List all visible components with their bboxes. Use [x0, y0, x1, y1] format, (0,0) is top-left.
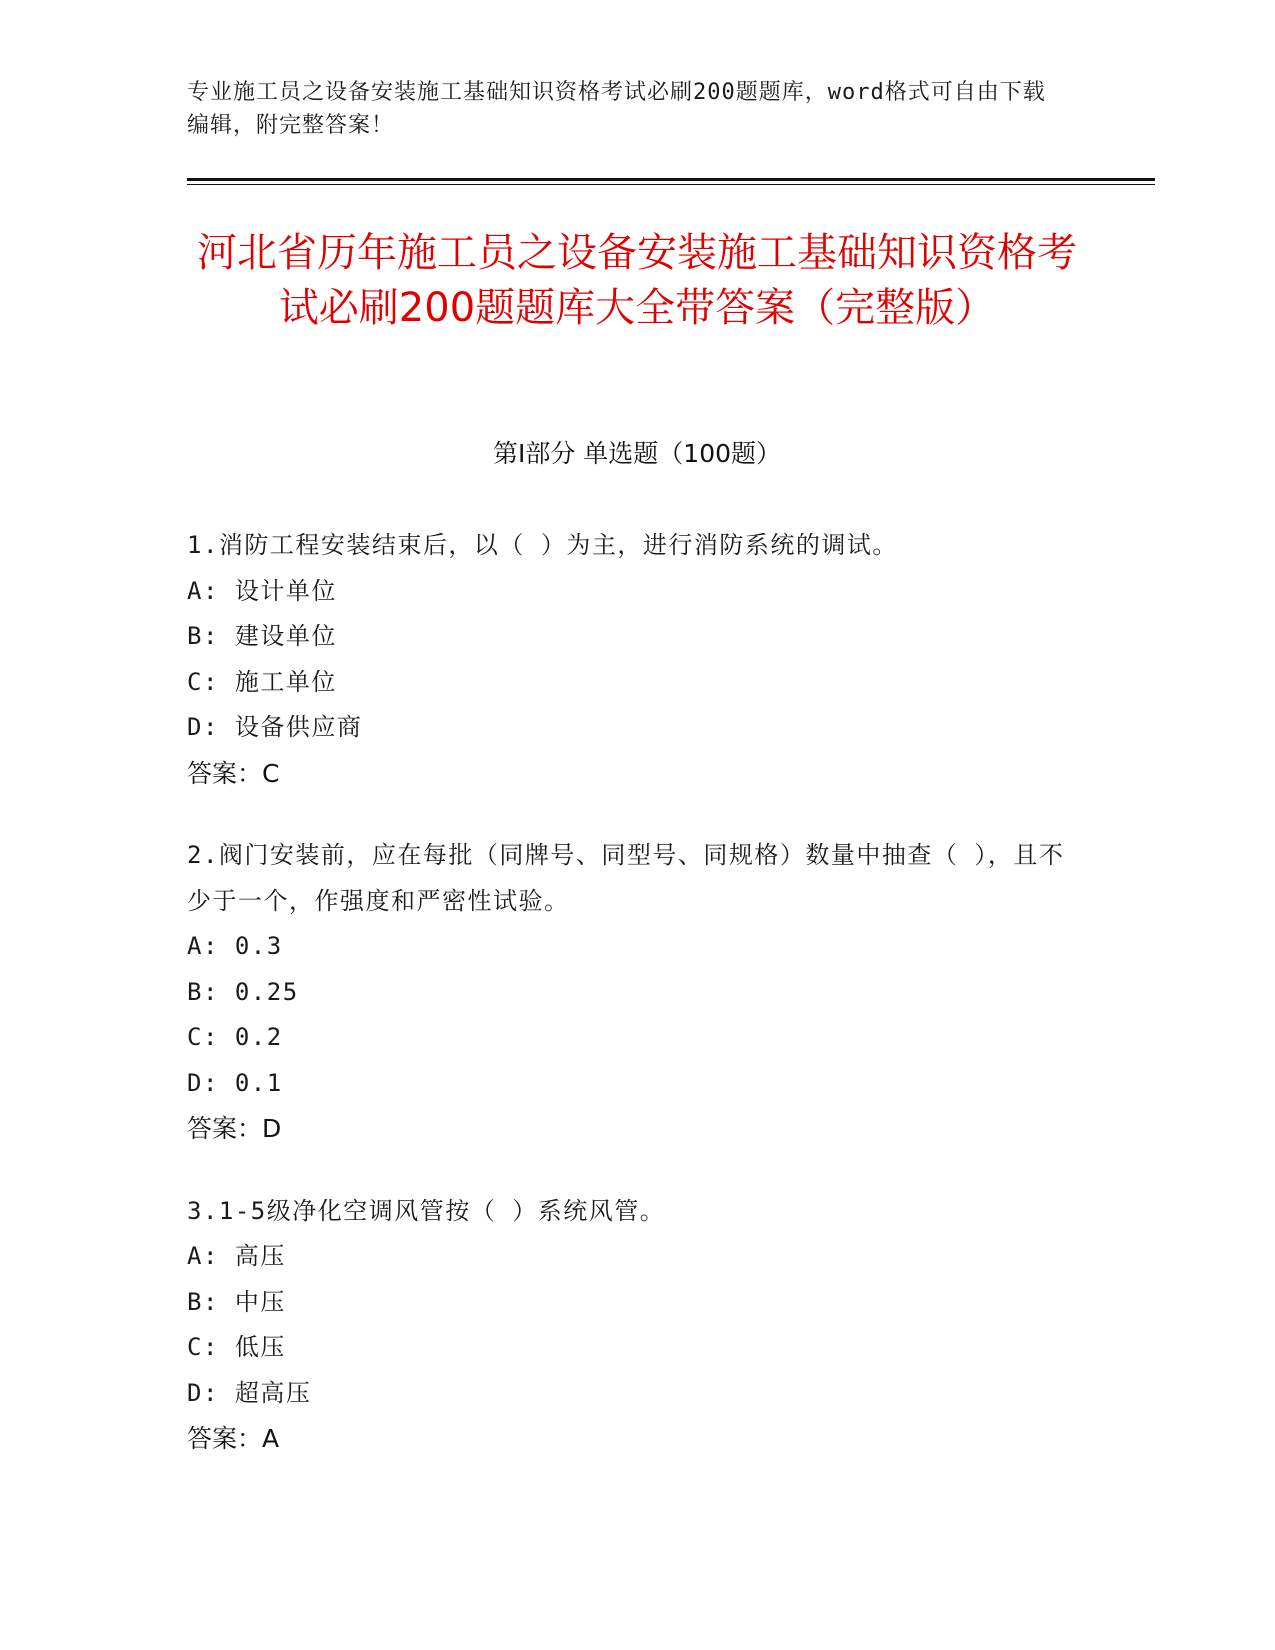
document-title: 河北省历年施工员之设备安装施工基础知识资格考试必刷200题题库大全带答案（完整版）	[197, 230, 1077, 331]
header-divider-thick	[187, 178, 1155, 181]
question-stem: 1.消防工程安装结束后，以（ ）为主，进行消防系统的调试。	[187, 531, 898, 559]
option-d: D: 设备供应商	[187, 713, 363, 741]
question-stem: 3.1-5级净化空调风管按（ ）系统风管。	[187, 1196, 666, 1225]
option-a: A: 设计单位	[187, 576, 337, 605]
section-heading: 第Ⅰ部分 单选题（100题）	[492, 439, 782, 468]
question-item	[187, 523, 1067, 796]
header-divider-thin	[187, 184, 1155, 185]
option-d: D: 超高压	[187, 1378, 312, 1407]
option-b: B: 0.25	[187, 977, 299, 1006]
question-item	[187, 833, 1067, 1152]
question-list	[187, 523, 1067, 1499]
option-c: C: 低压	[187, 1333, 286, 1361]
question-stem: 2.阀门安装前，应在每批（同牌号、同型号、同规格）数量中抽查（ ），且不少于一个，作强度和严密性试验。	[187, 841, 1065, 915]
question-item	[187, 1189, 1067, 1462]
option-a: A: 0.3	[187, 932, 283, 960]
option-c: C: 施工单位	[187, 667, 337, 696]
answer-line: 答案：D	[187, 1114, 282, 1143]
option-c: C: 0.2	[187, 1023, 283, 1051]
option-d: D: 0.1	[187, 1068, 283, 1097]
option-b: B: 建设单位	[187, 622, 337, 650]
answer-line: 答案：A	[187, 1424, 280, 1453]
answer-line: 答案：C	[187, 758, 280, 788]
option-b: B: 中压	[187, 1287, 286, 1316]
header-note: 专业施工员之设备安装施工基础知识资格考试必刷200题题库，word格式可自由下载编辑，附完整答案！	[187, 80, 1046, 138]
option-a: A: 高压	[187, 1242, 286, 1270]
